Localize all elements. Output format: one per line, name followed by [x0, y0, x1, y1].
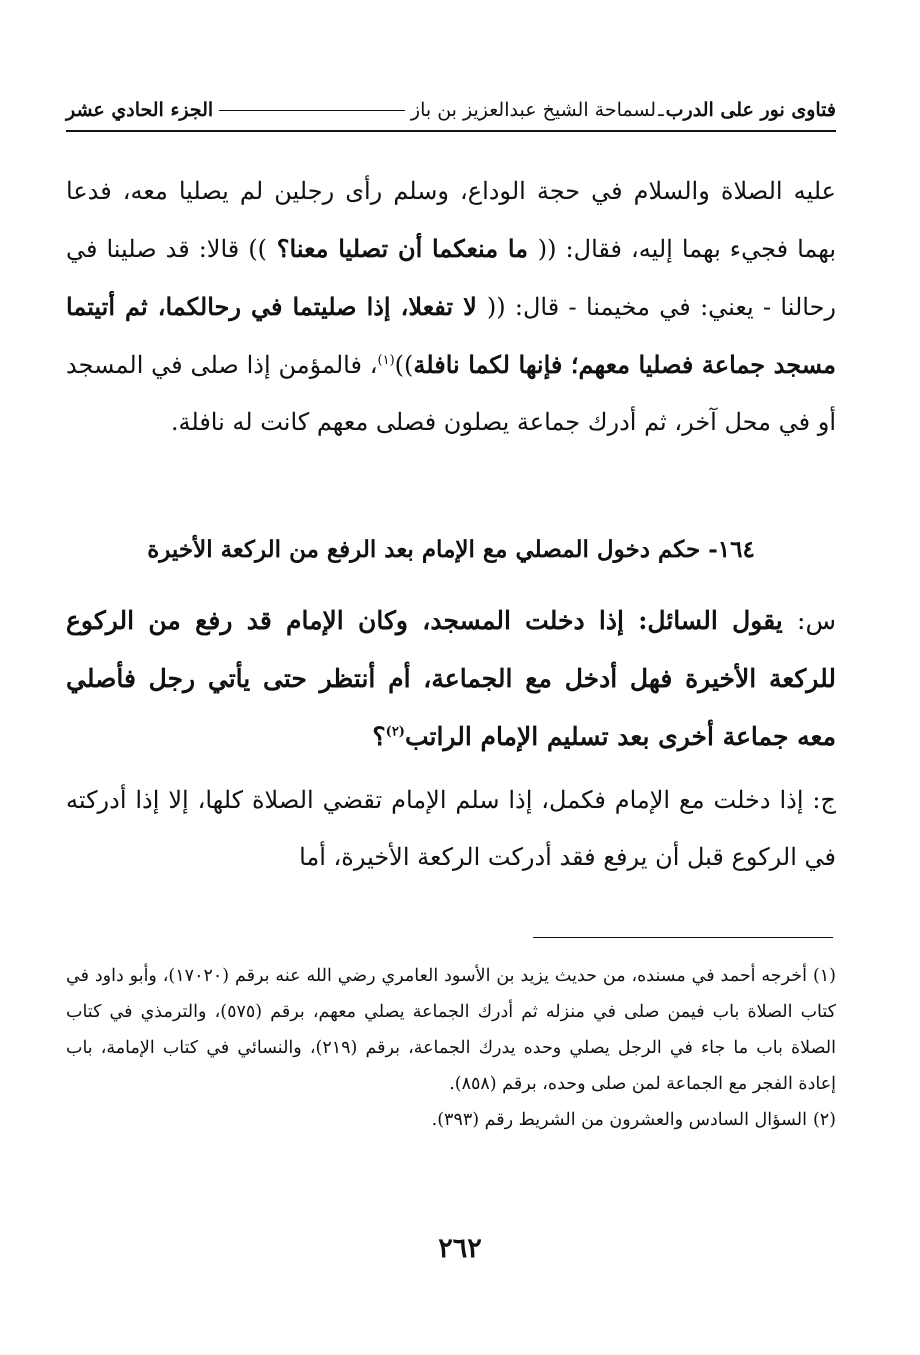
footnote-separator	[533, 937, 833, 938]
header-rule	[66, 130, 836, 132]
section-heading	[66, 530, 836, 570]
footnote-text: السؤال السادس والعشرون من الشريط رقم (٣٩٣).	[431, 1110, 807, 1130]
hadith-quote: ما منعكما أن تصليا معنا؟	[267, 234, 538, 263]
page-number: ٢٦٢	[438, 1233, 482, 1264]
author-name: لسماحة الشيخ عبدالعزيز بن باز	[410, 99, 657, 121]
answer-text: إذا دخلت مع الإمام فكمل، إذا سلم الإمام تقضي الصلاة كلها، إلا إذا أدركته في الركوع قبل أن يرفع فقد أدركت الركعة الأخيرة، أما	[66, 786, 836, 871]
question-label: س:	[797, 606, 836, 635]
header-leader-line	[219, 110, 405, 111]
answer-label: ج:	[812, 786, 836, 814]
body-paragraph	[66, 163, 836, 451]
footnote	[66, 1102, 836, 1138]
question-block	[66, 592, 836, 766]
question-end: ؟	[372, 722, 386, 751]
body-text-part: عليه الصلاة والسلام في حجة الوداع، وسلم رأى رجلين لم يصليا معه، فدعا بهما فجيء بهما إليه، فقال: ((	[66, 177, 837, 263]
running-header	[66, 92, 836, 128]
body-text-part: )) قالا: قد صلينا في رحالنا - يعني: في مخيمنا - قال: ((	[66, 235, 836, 321]
footnotes	[66, 958, 836, 1138]
question-text: يقول السائل: إذا دخلت المسجد، وكان الإمام قد رفع من الركوع للركعة الأخيرة فهل أدخل مع الجماعة، أم أنتظر حتى يأتي رجل فأصلي معه جماعة أخرى بعد تسليم الإمام الراتب	[66, 606, 836, 751]
footnote-text: أخرجه أحمد في مسنده، من حديث يزيد بن الأسود العامري رضي الله عنه برقم (١٧٠٢٠)، وأبو داود في كتاب الصلاة باب فيمن صلى في منزله ثم أدرك الجماعة يصلي معهم، برقم (٥٧٥)، والترمذي في كتاب الصلاة باب ما جاء في الرجل يصلي وحده يدرك الجماعة، برقم (٢١٩)، والنسائي في كتاب الإمامة، باب إعادة الفجر مع الجماعة لمن صلى وحده، برقم (٨٥٨).	[66, 966, 837, 1094]
footnote-number: (١)	[812, 966, 836, 986]
body-text-part: ، فالمؤمن إذا صلى في المسجد أو في محل آخر، ثم أدرك جماعة يصلون فصلى معهم كانت له نافلة.	[66, 351, 836, 436]
answer-paragraph	[66, 772, 836, 886]
footnote-number: (٢)	[812, 1110, 836, 1130]
volume-title: الجزء الحادي عشر	[66, 99, 214, 121]
quote-close: ))	[394, 351, 414, 379]
footnote	[66, 958, 836, 1102]
header-separator: ـ	[658, 99, 664, 121]
footnote-reference: (١)	[377, 353, 395, 368]
heading-title: حكم دخول المصلي مع الإمام بعد الرفع من الركعة الأخيرة	[147, 536, 701, 563]
series-title: فتاوى نور على الدرب	[665, 99, 836, 121]
footnote-reference: (٢)	[385, 724, 405, 740]
body-text	[66, 163, 836, 451]
question-paragraph	[66, 592, 836, 766]
heading-number: ١٦٤-	[708, 536, 755, 563]
answer-block	[66, 772, 836, 886]
hadith-quote: لا تفعلا، إذا صليتما في رحالكما، ثم أتيتما مسجد جماعة فصليا معهم؛ فإنها لكما نافلة	[66, 292, 837, 379]
